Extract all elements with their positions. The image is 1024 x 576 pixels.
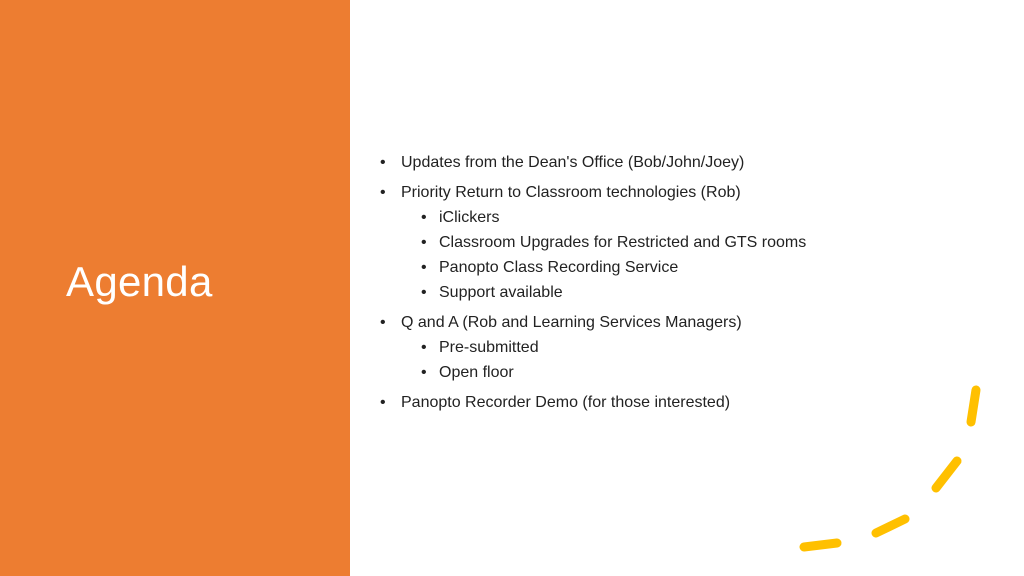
title-panel: [0, 0, 350, 576]
agenda-subitem: [401, 280, 998, 305]
slide-title: Agenda: [66, 258, 213, 305]
agenda-item-text: Updates from the Dean's Office (Bob/John/Joey): [401, 154, 745, 171]
dashed-arc-decoration: [780, 370, 1000, 570]
agenda-subitem: [401, 205, 998, 230]
arc-dash: [971, 390, 976, 422]
agenda-sublist: [401, 205, 998, 305]
agenda-item: [378, 150, 998, 175]
agenda-subitem-text: Classroom Upgrades for Restricted and GTS rooms: [439, 234, 807, 251]
agenda-subitem: [401, 335, 998, 360]
agenda-subitem-text: Panopto Class Recording Service: [439, 259, 679, 276]
arc-dash: [876, 519, 905, 533]
agenda-item-text: Q and A (Rob and Learning Services Managers): [401, 314, 742, 331]
agenda-subitem: [401, 255, 998, 280]
agenda-subitem-text: Support available: [439, 284, 563, 301]
agenda-item: [378, 180, 998, 305]
arc-dash: [804, 543, 837, 547]
arc-dash: [936, 461, 957, 488]
agenda-subitem: [401, 230, 998, 255]
agenda-subitem-text: Pre-submitted: [439, 339, 539, 356]
agenda-item-text: Panopto Recorder Demo (for those interested): [401, 394, 731, 411]
agenda-subitem-text: Open floor: [439, 364, 514, 381]
agenda-item-text: Priority Return to Classroom technologies (Rob): [401, 184, 741, 201]
agenda-subitem-text: iClickers: [439, 209, 500, 226]
